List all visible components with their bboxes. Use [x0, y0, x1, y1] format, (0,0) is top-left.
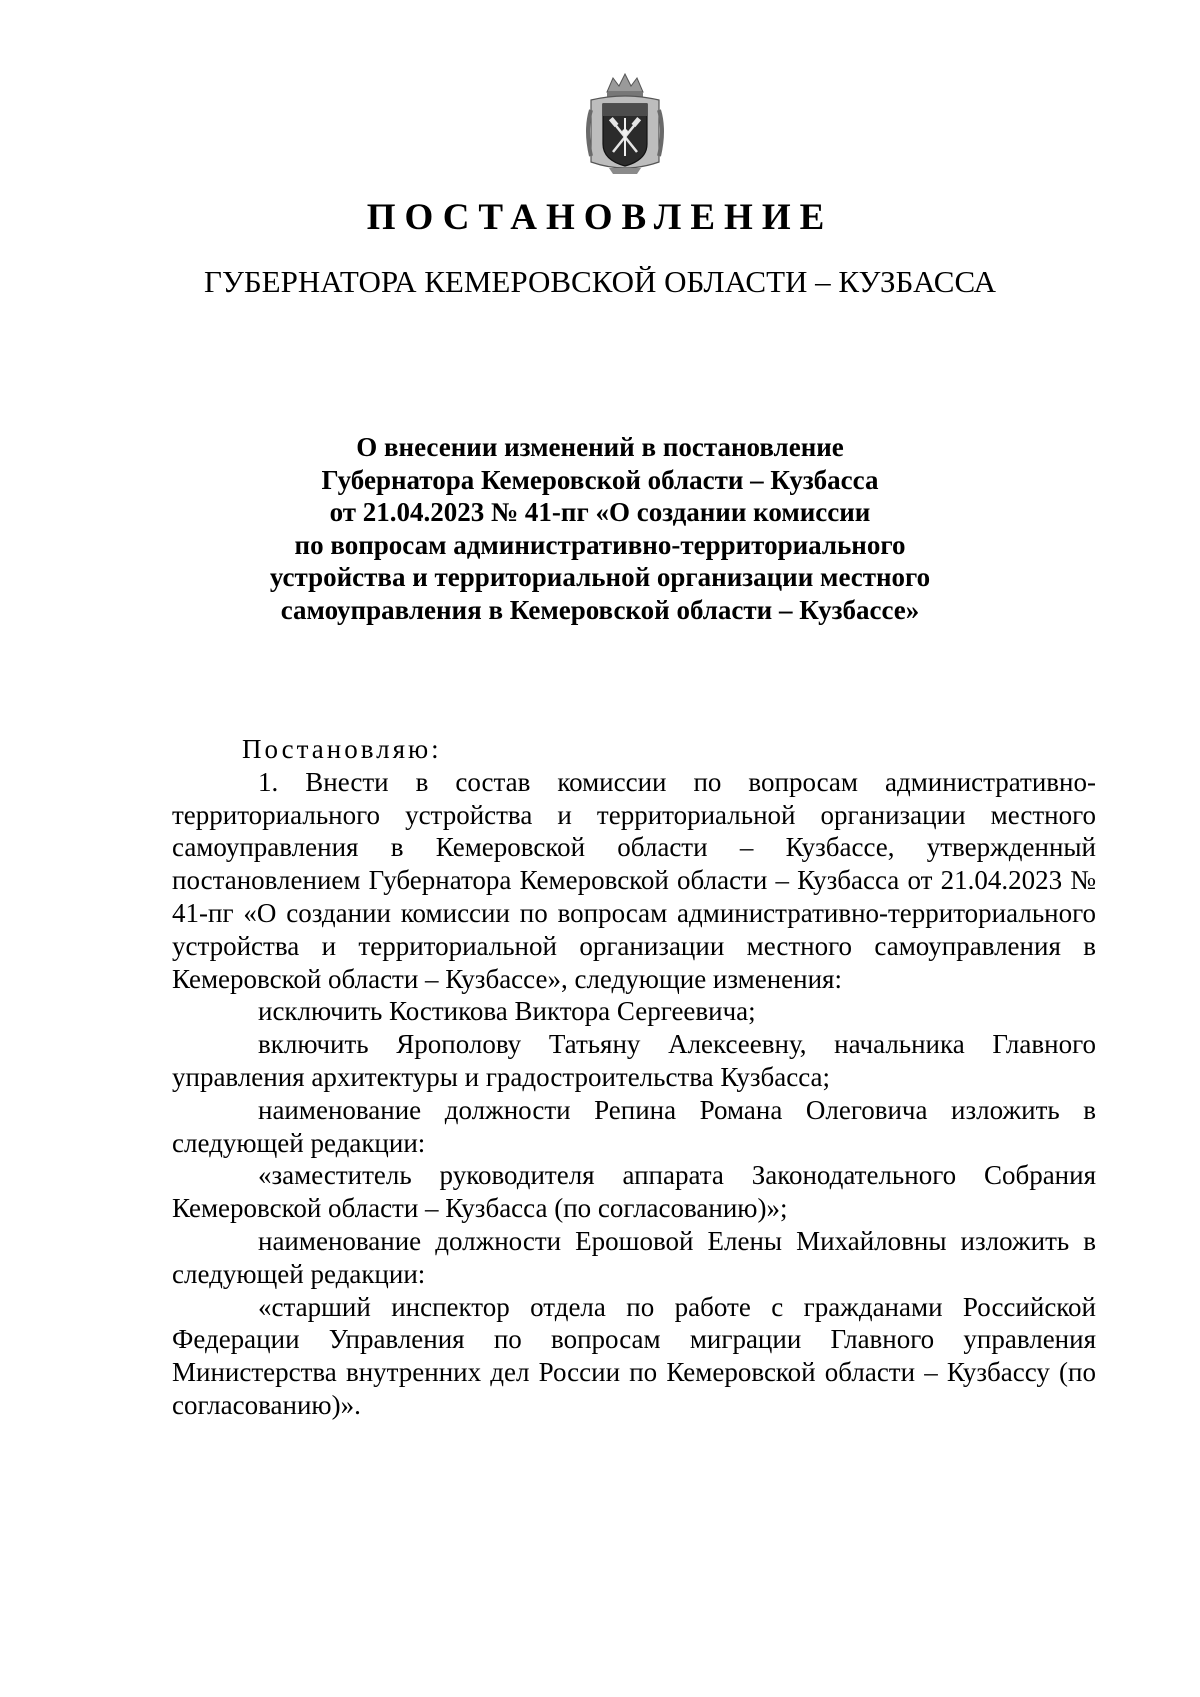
subject-line: от 21.04.2023 № 41-пг «О создании комиссии	[329, 497, 871, 527]
document-type-title: ПОСТАНОВЛЕНИЕ	[366, 197, 834, 238]
issuer-title: ГУБЕРНАТОРА КЕМЕРОВСКОЙ ОБЛАСТИ – КУЗБАССА	[204, 264, 996, 299]
subject-line: устройства и территориальной организации местного	[269, 562, 931, 592]
subject-line: О внесении изменений в постановление	[356, 432, 844, 462]
resolution-intro: Постановляю:	[242, 734, 442, 764]
body-paragraph: «старший инспектор отдела по работе с гражданами Российской Федерации Управления по вопросам миграции Главного управления Министерства внутренних дел России по Кемеровской области – Кузбассу (по согласованию)».	[172, 1291, 1096, 1420]
body-paragraph: наименование должности Репина Романа Олеговича изложить в следующей редакции:	[172, 1094, 1096, 1158]
subject-line: по вопросам административно-территориального	[294, 529, 906, 560]
body-paragraph: «заместитель руководителя аппарата Законодательного Собрания Кемеровской области – Кузбасса (по согласованию)»;	[172, 1160, 1096, 1224]
body-paragraph: 1. Внести в состав комиссии по вопросам административно-территориального устройства и территориальной организации местного самоуправления в Кемеровской области – Кузбассе, утвержденный постановлением Губернатора Кемеровской области – Кузбасса от 21.04.2023 № 41-пг «О создании комиссии по вопросам административно-территориального устройства и территориальной организации местного самоуправления в Кемеровской области – Кузбассе», следующие изменения:	[172, 766, 1096, 994]
document-subject	[0, 431, 1200, 626]
body-paragraph: исключить Костикова Виктора Сергеевича;	[258, 996, 756, 1027]
body-paragraph: наименование должности Ерошовой Елены Михайловны изложить в следующей редакции:	[172, 1225, 1096, 1289]
subject-line: Губернатора Кемеровской области – Кузбасса	[321, 464, 879, 495]
subject-line: самоуправления в Кемеровской области – Кузбассе»	[280, 594, 920, 625]
coat-of-arms-icon	[583, 70, 667, 180]
body-paragraph: включить Ярополову Татьяну Алексеевну, начальника Главного управления архитектуры и градостроительства Кузбасса;	[172, 1029, 1096, 1092]
document-body	[172, 733, 1096, 1422]
